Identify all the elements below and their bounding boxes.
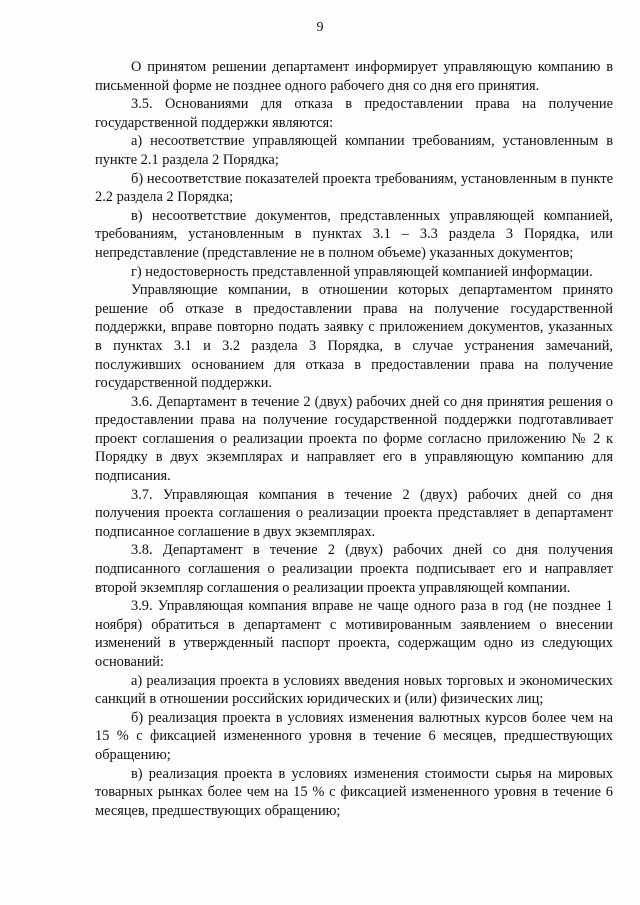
page-number: 9: [316, 20, 324, 35]
paragraph: О принятом решении департамент информирует управляющую компанию в письменной форме не позднее одного рабочего дня со дня его принятия.: [95, 59, 613, 94]
paragraph: 3.8. Департамент в течение 2 (двух) рабочих дней со дня получения подписанного соглашения о реализации проекта подписывает его и направляет второй экземпляр соглашения о реализации проекта управляющей компании.: [95, 542, 613, 596]
paragraph: г) недостоверность представленной управляющей компанией информации.: [131, 263, 593, 280]
paragraph: 3.9. Управляющая компания вправе не чаще одного раза в год (не позднее 1 ноября) обратиться в департамент с мотивированным заявлением о внесении изменений в утвержденный паспорт проекта, содержащим одно из следующих оснований:: [95, 598, 613, 670]
paragraph: б) несоответствие показателей проекта требованиям, установленным в пункте 2.2 раздела 2 Порядка;: [95, 170, 613, 206]
paragraph: а) несоответствие управляющей компании требованиям, установленным в пункте 2.1 раздела 2 Порядка;: [95, 133, 613, 168]
paragraph: в) несоответствие документов, представленных управляющей компанией, требованиям, установленным в пунктах 3.1 – 3.3 раздела 3 Порядка, или непредставление (представление не в полном объеме) указанных документов;: [95, 207, 613, 261]
paragraph: Управляющие компании, в отношении которых департаментом принято решение об отказе в предоставлении права на получение государственной поддержки, вправе повторно подать заявку с приложением документов, указанных в пунктах 3.1 и 3.2 раздела 3 Порядка, в случае устранения замечаний, послуживших основанием для отказа в предоставлении права на получение государственной поддержки.: [95, 282, 613, 392]
document-body: [95, 58, 613, 820]
paragraph: а) реализация проекта в условиях введения новых торговых и экономических санкций в отношении российских юридических и (или) физических лиц;: [95, 672, 613, 708]
paragraph: б) реализация проекта в условиях изменения валютных курсов более чем на 15 % с фиксацией измененного уровня в течение 6 месяцев, предшествующих обращению;: [95, 709, 613, 763]
paragraph: 3.7. Управляющая компания в течение 2 (двух) рабочих дней со дня получения проекта соглашения о реализации проекта представляет в департамент подписанное соглашение в двух экземплярах.: [95, 486, 613, 540]
paragraph: 3.5. Основаниями для отказа в предоставлении права на получение государственной поддержки являются:: [95, 96, 613, 131]
paragraph: 3.6. Департамент в течение 2 (двух) рабочих дней со дня принятия решения о предоставлении права на получение государственной поддержки подготавливает проект соглашения о реализации проекта по форме согласно приложению № 2 к Порядку в двух экземплярах и направляет его в управляющую компанию для подписания.: [95, 393, 613, 485]
paragraph: в) реализация проекта в условиях изменения стоимости сырья на мировых товарных рынках более чем на 15 % с фиксацией измененного уровня в течение 6 месяцев, предшествующих обращению;: [95, 765, 613, 819]
